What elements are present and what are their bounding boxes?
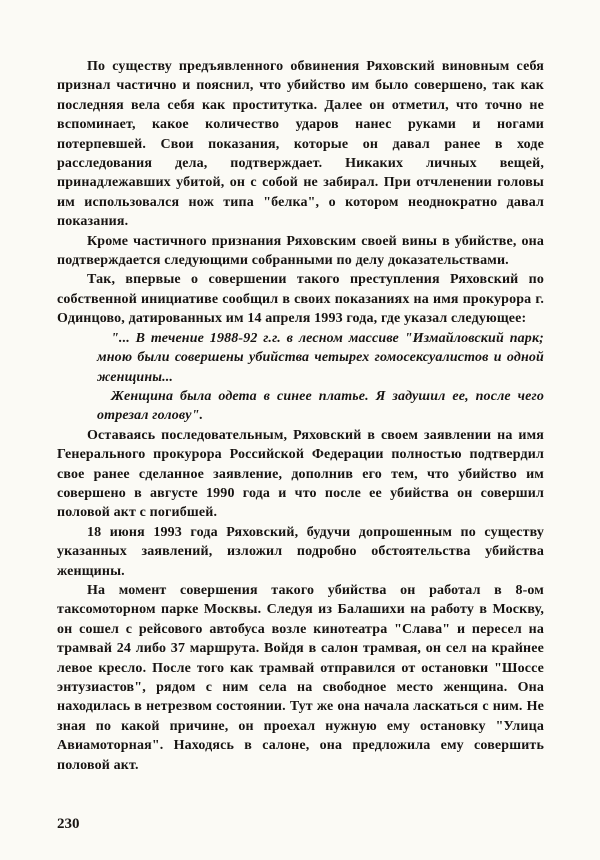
paragraph-evidence-intro: Кроме частичного признания Ряховским своей вины в убийстве, она подтверждается следующими собранными по делу доказательствами. (57, 233, 544, 269)
paragraph-general-prosecutor: Оставаясь последовательным, Ряховский в своем заявлении на имя Генерального прокурора Российской Федерации полностью подтвердил свое ранее сделанное заявление, дополнив его тем, что убийство им совершено в августе 1990 года и что после ее убийства он совершил половой акт с погибшей. (57, 427, 544, 521)
paragraph-murder-circumstances: На момент совершения такого убийства он работал в 8-ом таксомоторном парке Москвы. Следуя из Балашихи на работу в Москву, он сошел с рейсового автобуса возле кинотеатра "Слава" и пересел на трамвай 24 либо 37 маршрута. Войдя в салон трамвая, он сел на крайнее левое кресло. После того как трамвай отправился от остановки "Шоссе энтузиастов", рядом с ним села на свободное место женщина. Она находилась в нетрезвом состоянии. Тут же она начала ласкаться с ним. Не зная по какой причине, он проехал нужную ему остановку "Улица Авиамоторная". Находясь в салоне, она предложила ему совершить половой акт. (57, 582, 544, 773)
paragraph-confession: По существу предъявленного обвинения Ряховский виновным себя признал частично и пояснил, что убийство им было совершено, так как последняя вела себя как проститутка. Далее он отметил, что точно не вспоминает, какое количество ударов нанес руками и ногами потерпевшей. Свои показания, которые он давал ранее в ходе расследования дела, подтверждает. Никаких личных вещей, принадлежавших убитой, он с собой не забирал. При отчленении головы им использовался нож типа "белка", о котором неоднократно давал показания. (57, 59, 544, 230)
quoted-testimony-line-1: "... В течение 1988-92 г.г. в лесном массиве "Измайловский парк; мною были совершены убийства четырех гомосексуалистов и одной женщины... (97, 330, 544, 385)
paragraph-first-statement: Так, впервые о совершении такого преступления Ряховский по собственной инициативе сообщил в своих показаниях на имя прокурора г. Одинцово, датированных им 14 апреля 1993 года, где указал следующее: (57, 272, 544, 327)
paragraph-interrogation-date: 18 июня 1993 года Ряховский, будучи допрошенным по существу указанных заявлений, изложил подробно обстоятельства убийства женщины. (57, 524, 544, 579)
page-number: 230 (57, 816, 80, 832)
quoted-testimony-line-2: Женщина была одета в синее платье. Я задушил ее, после чего отрезал голову". (97, 388, 544, 424)
